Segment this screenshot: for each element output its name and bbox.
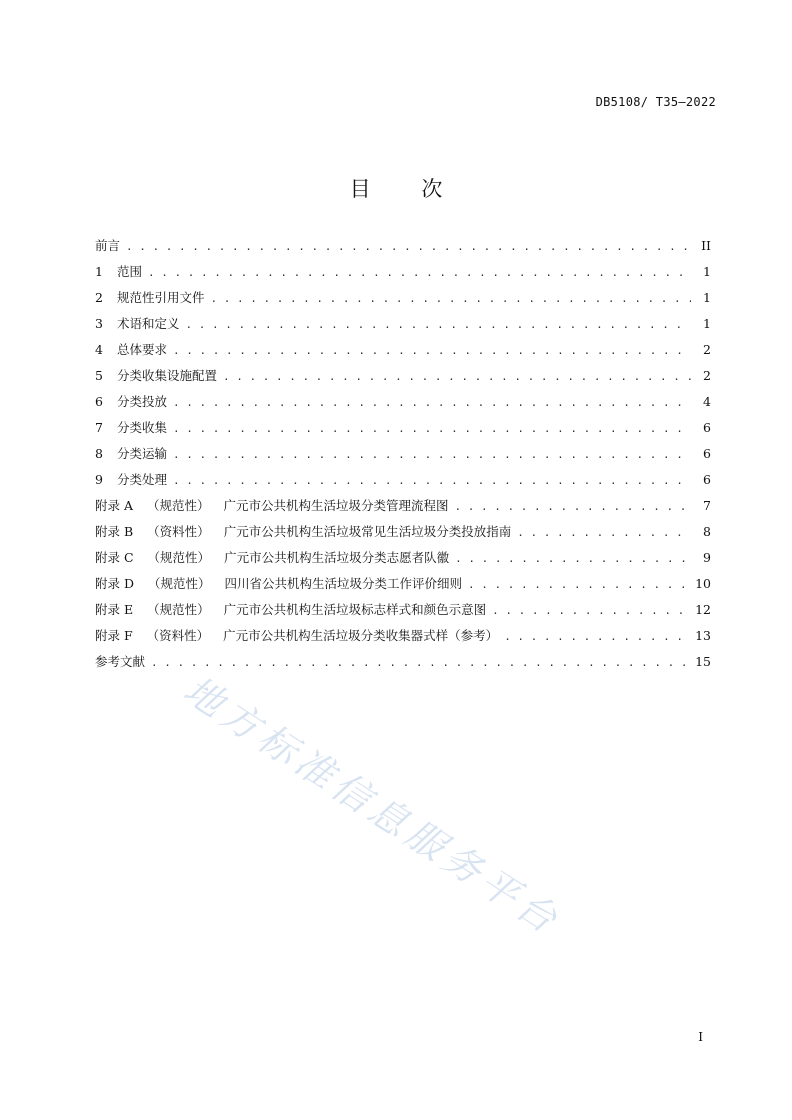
toc-label: 广元市公共机构生活垃圾常见生活垃圾分类投放指南 <box>223 524 512 539</box>
toc-number: 1 <box>95 264 103 279</box>
toc-label: 术语和定义 <box>116 316 180 331</box>
toc-page: 12 <box>695 602 711 617</box>
toc-entry-appendix-c[interactable] <box>95 548 711 574</box>
leader-dots <box>126 240 691 253</box>
toc-number: 8 <box>95 446 103 461</box>
toc-appendix-number: 附录 A <box>95 498 134 513</box>
toc-number: 3 <box>95 316 103 331</box>
leader-dots <box>173 396 691 409</box>
toc-number: 6 <box>95 394 103 409</box>
toc-appendix-kind: （规范性） <box>147 602 210 617</box>
toc-page: 2 <box>703 342 711 357</box>
leader-dots <box>223 370 691 383</box>
watermark: 地方标准信息服务平台 <box>176 667 570 945</box>
leader-dots <box>151 656 689 669</box>
toc-label: 范围 <box>116 264 142 279</box>
leader-dots <box>148 266 691 279</box>
toc-number: 2 <box>95 290 103 305</box>
toc-page: 4 <box>703 394 711 409</box>
toc-entry-5[interactable] <box>95 366 711 392</box>
toc-entry-appendix-a[interactable] <box>95 496 711 522</box>
toc-label: 前言 <box>95 238 121 253</box>
toc-title: 目 次 <box>349 177 465 201</box>
toc-entry-4[interactable] <box>95 340 711 366</box>
toc-entry-1[interactable] <box>95 262 711 288</box>
toc-entry-2[interactable] <box>95 288 711 314</box>
leader-dots <box>173 474 691 487</box>
toc-entry-9[interactable] <box>95 470 711 496</box>
table-of-contents <box>95 236 711 678</box>
toc-label: 广元市公共机构生活垃圾分类管理流程图 <box>223 498 449 513</box>
toc-number: 7 <box>95 420 103 435</box>
toc-page: 6 <box>703 472 711 487</box>
toc-page: 8 <box>703 524 711 539</box>
leader-dots <box>210 292 691 305</box>
toc-appendix-number: 附录 F <box>95 628 133 643</box>
toc-appendix-kind: （资料性） <box>146 628 210 643</box>
toc-label: 总体要求 <box>116 342 167 357</box>
leader-dots <box>173 344 691 357</box>
leader-dots <box>455 552 691 565</box>
toc-appendix-number: 附录 B <box>95 524 134 539</box>
leader-dots <box>468 578 689 591</box>
toc-label: 分类运输 <box>116 446 167 461</box>
toc-entry-references[interactable] <box>95 652 711 678</box>
leader-dots <box>517 526 691 539</box>
toc-entry-3[interactable] <box>95 314 711 340</box>
toc-label: 四川省公共机构生活垃圾分类工作评价细则 <box>224 576 463 591</box>
toc-entry-appendix-d[interactable] <box>95 574 711 600</box>
leader-dots <box>492 604 689 617</box>
leader-dots <box>173 448 691 461</box>
toc-appendix-number: 附录 D <box>95 576 134 591</box>
leader-dots <box>504 630 689 643</box>
toc-entry-6[interactable] <box>95 392 711 418</box>
toc-appendix-kind: （规范性） <box>147 550 211 565</box>
toc-entry-appendix-e[interactable] <box>95 600 711 626</box>
toc-entry-8[interactable] <box>95 444 711 470</box>
toc-label: 规范性引用文件 <box>116 290 205 305</box>
leader-dots <box>185 318 691 331</box>
toc-label: 分类收集 <box>116 420 167 435</box>
toc-page: 6 <box>703 420 711 435</box>
toc-appendix-kind: （规范性） <box>148 576 211 591</box>
toc-number: 4 <box>95 342 103 357</box>
toc-entry-appendix-b[interactable] <box>95 522 711 548</box>
toc-page: 9 <box>703 550 711 565</box>
toc-appendix-number: 附录 E <box>95 602 134 617</box>
toc-page: 13 <box>695 628 711 643</box>
toc-page: 1 <box>703 290 711 305</box>
toc-entry-7[interactable] <box>95 418 711 444</box>
toc-page: 1 <box>703 264 711 279</box>
toc-number: 5 <box>95 368 103 383</box>
toc-page: 10 <box>695 576 711 591</box>
toc-label: 广元市公共机构生活垃圾分类收集器式样（参考） <box>223 628 499 643</box>
toc-label: 参考文献 <box>95 654 146 669</box>
page-number: I <box>698 1030 703 1044</box>
leader-dots <box>173 422 691 435</box>
toc-page: II <box>701 238 711 253</box>
toc-page: 15 <box>695 654 711 669</box>
toc-label: 分类投放 <box>116 394 167 409</box>
toc-label: 分类收集设施配置 <box>116 368 217 383</box>
toc-label: 广元市公共机构生活垃圾分类志愿者队徽 <box>224 550 450 565</box>
toc-page: 7 <box>703 498 711 513</box>
toc-label: 分类处理 <box>116 472 167 487</box>
toc-appendix-kind: （资料性） <box>147 524 210 539</box>
toc-page: 1 <box>703 316 711 331</box>
toc-page: 6 <box>703 446 711 461</box>
toc-entry-foreword[interactable] <box>95 236 711 262</box>
toc-label: 广元市公共机构生活垃圾标志样式和颜色示意图 <box>223 602 487 617</box>
toc-appendix-kind: （规范性） <box>147 498 210 513</box>
toc-entry-appendix-f[interactable] <box>95 626 711 652</box>
toc-appendix-number: 附录 C <box>95 550 134 565</box>
leader-dots <box>455 500 691 513</box>
toc-page: 2 <box>703 368 711 383</box>
toc-number: 9 <box>95 472 103 487</box>
document-code: DB5108/ T35—2022 <box>595 95 716 109</box>
